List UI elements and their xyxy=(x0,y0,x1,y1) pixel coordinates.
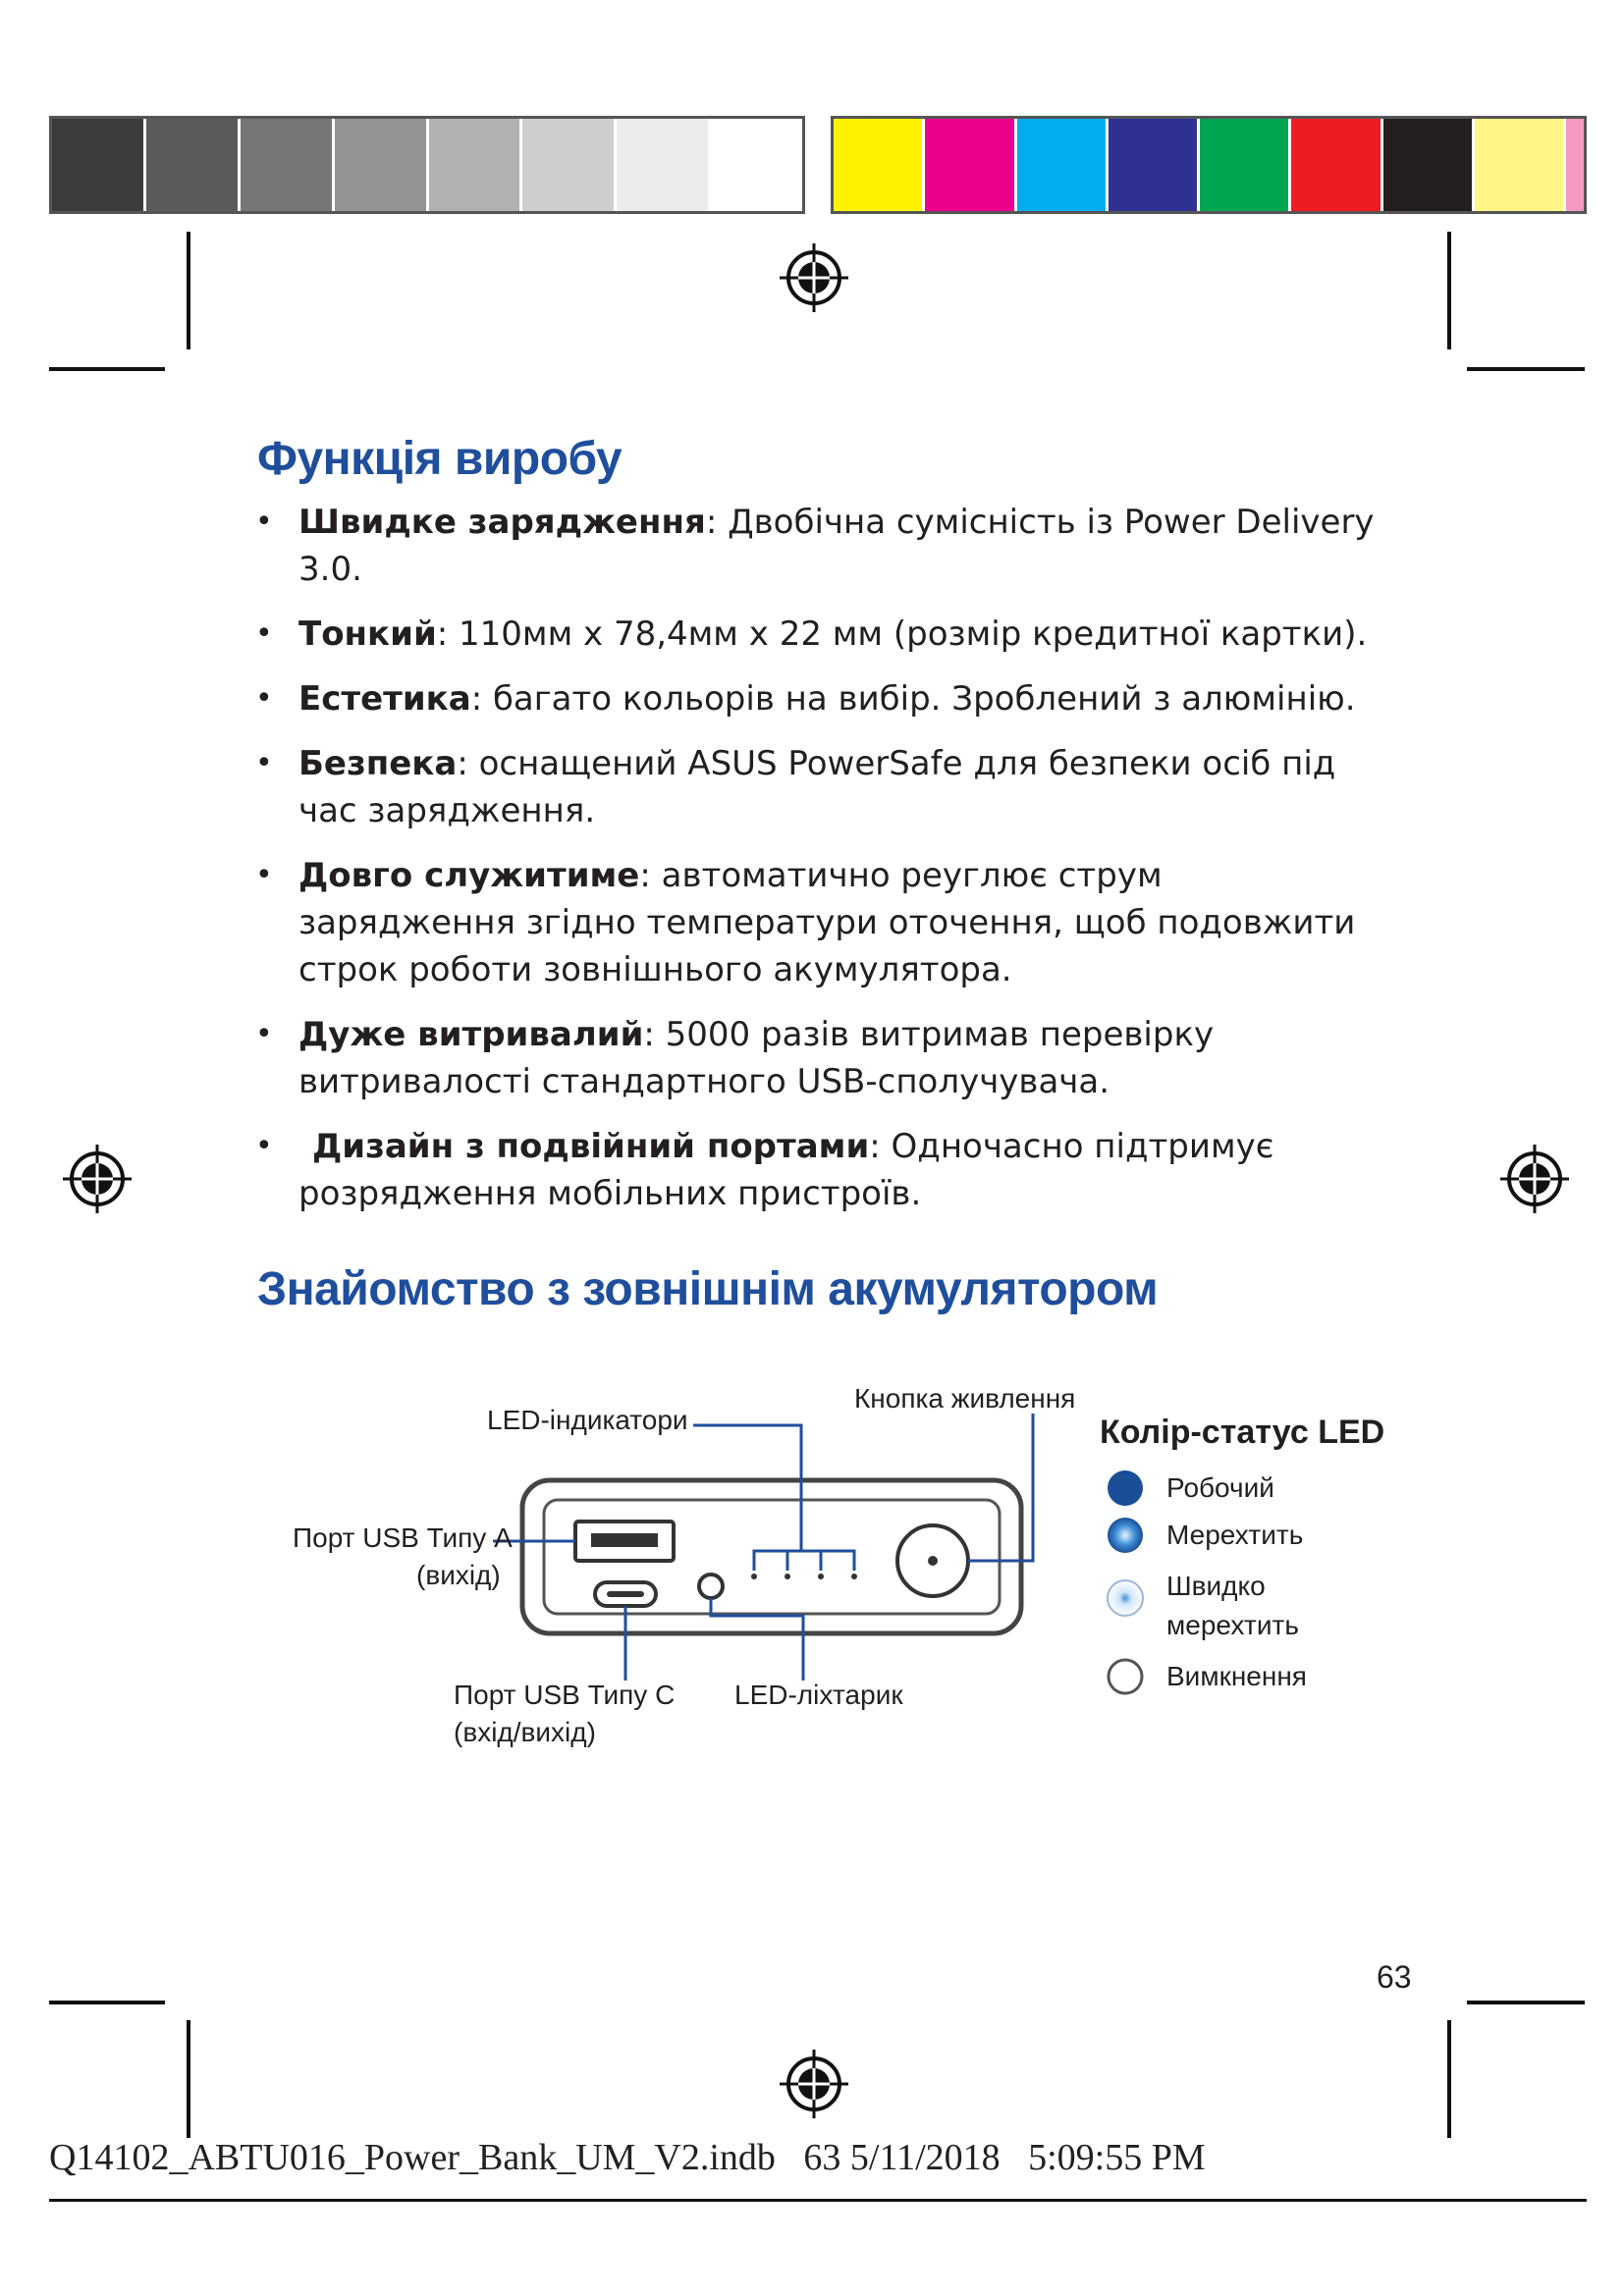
bullet-icon: • xyxy=(255,681,273,716)
feature-label: Безпека xyxy=(298,744,458,783)
led-blink-icon xyxy=(1104,1514,1147,1557)
legend-item-fast-blinking-line2: мерехтить xyxy=(1166,1610,1299,1640)
led-indicator xyxy=(785,1574,790,1579)
power-button-label: Кнопка живлення xyxy=(854,1383,1076,1414)
usb-a-port-label: Порт USB Типу A xyxy=(293,1522,513,1553)
legend-item-working: Робочий xyxy=(1166,1472,1274,1503)
section-title-product-features: Функція виробу xyxy=(257,433,623,485)
usb-c-port-sublabel: (вхід/вихід) xyxy=(454,1717,596,1747)
led-off-icon xyxy=(1104,1655,1147,1698)
feature-label: Довго служитиме xyxy=(298,856,640,895)
flashlight-label: LED-ліхтарик xyxy=(734,1680,903,1710)
section-title-device-overview: Знайомство з зовнішнім акумулятором xyxy=(257,1263,1159,1315)
bullet-icon: • xyxy=(255,858,273,892)
page-number: 63 xyxy=(1377,1959,1412,1995)
feature-description: : багато кольорів на вибір. Зроблений з алюмінію. xyxy=(470,679,1356,719)
bullet-icon: • xyxy=(255,1129,273,1163)
bullet-icon: • xyxy=(255,1017,273,1051)
usb-a-port-sublabel: (вихід) xyxy=(416,1560,501,1590)
feature-description: : оснащений ASUS PowerSafe для безпеки осіб під час зарядження. xyxy=(298,744,1336,830)
legend-item-blinking: Мерехтить xyxy=(1166,1520,1304,1550)
feature-description: : Двобічна сумісність із Power Delivery 3.0. xyxy=(298,503,1375,589)
bullet-icon: • xyxy=(255,746,273,780)
led-solid-icon xyxy=(1104,1467,1147,1510)
legend-item-off: Вимкнення xyxy=(1166,1661,1307,1691)
led-indicator xyxy=(818,1574,824,1579)
led-legend-title: Колір-статус LED xyxy=(1100,1414,1385,1451)
feature-label: Естетика xyxy=(298,679,471,719)
led-indicators-label: LED-індикатори xyxy=(487,1405,688,1435)
led-fast-blink-icon xyxy=(1104,1576,1147,1620)
led-indicator xyxy=(851,1574,857,1579)
feature-description: : автоматично реуглює струм зарядження згідно температури оточення, щоб подовжити строк роботи зовнішнього акумулятора. xyxy=(298,856,1356,989)
bullet-icon: • xyxy=(255,505,273,539)
flashlight-led xyxy=(699,1575,723,1598)
bullet-icon: • xyxy=(255,616,273,651)
feature-description: : Одночасно підтримує розрядження мобільних пристроїв. xyxy=(298,1127,1274,1213)
print-slug-footer: Q14102_ABTU016_Power_Bank_UM_V2.indb 63 5/11/2018 5:09:55 PM xyxy=(49,2137,1206,2178)
feature-label: Дуже витривалий xyxy=(298,1015,644,1054)
feature-label: Тонкий xyxy=(298,614,437,654)
usb-c-port-label: Порт USB Типу C xyxy=(454,1680,676,1710)
feature-description: : 110мм x 78,4мм x 22 мм (розмір кредитної картки). xyxy=(436,614,1368,654)
feature-label: Дизайн з подвійний портами xyxy=(312,1127,870,1166)
feature-description: : 5000 разів витримав перевірку витривалості стандартного USB-сполучувача. xyxy=(298,1015,1215,1101)
legend-item-fast-blinking: Швидко xyxy=(1166,1571,1266,1601)
feature-label: Швидке зарядження xyxy=(298,503,706,542)
led-indicator xyxy=(751,1574,757,1579)
